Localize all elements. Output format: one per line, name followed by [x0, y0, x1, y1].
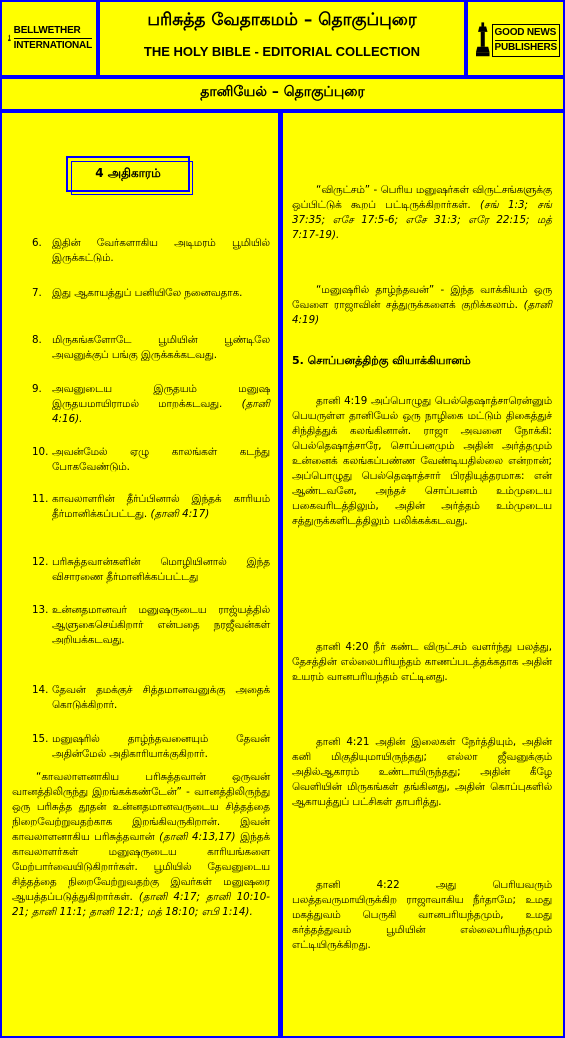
bellwether-logo: BELLWETHER INTERNATIONAL	[8, 10, 92, 66]
verse-item: 11. காவலாளரின் தீர்ப்பினால் இந்தக் காரியம் தீர்மானிக்கப்பட்டது. (தானி 4:17)	[32, 493, 270, 520]
verse-item: 12. பரிசுத்தவான்களின் மொழியினால் இந்த விசாரணை தீர்மானிக்கப்பட்டது	[32, 556, 270, 583]
verse-item: 9. அவனுடைய இருதயம் மனுஷ இருதயமாயிராமல் மாறக்கடவது. (தானி 4:16).	[32, 383, 270, 425]
page-subtitle: தானியேல் – தொகுப்புரை	[200, 84, 365, 100]
scripture-paragraph: தானி 4:22 அது பெரியவரும் பலத்தவருமாயிருக்கிற ராஜாவாகிய நீர்தாமே; உமது மகத்துவம் பெருகி வானபரியந்தமும், உமது கர்த்தத்துவம் பூமியின் எல்லைபரியந்தமும் எட்டியிருக்கிறது.	[292, 879, 552, 951]
scripture-paragraph: தானி 4:21 அதின் இலைகள் நேர்த்தியும், அதின் கனி மிகுதியுமாயிருந்தது; எல்லா ஜீவனுக்கும் அதில்ஆகாரம் உண்டாயிருந்தது; அதின் கீழே வெளியின் மிருகங்கள் தங்கினது, அதின் கொப்புகளில் ஆகாயத்துப் பட்சிகள் தாபரித்து.	[292, 736, 552, 808]
lamp-icon	[8, 11, 11, 65]
chapter-label: 4 அதிகாரம்	[95, 166, 161, 180]
verse-item: 8. மிருகங்களோடே பூமியின் பூண்டிலே அவனுக்குப் பங்கு இருக்கக்கடவது.	[32, 334, 270, 361]
commentary-paragraph: “விருட்சம்” - பெரிய மனுஷர்கள் விருட்சங்களுக்கு ஒப்பிட்டுக் கூறப் பட்டிருக்கிறார்கள். (சங் 1:3; சங் 37:35; எசே 17:5-6; எசே 31:3; எரே 22:15; மத் 7:17-19).	[292, 184, 552, 241]
commentary-paragraph: “காவலாளனாகிய பரிசுத்தவான் ஒருவன் வானத்திலிருந்து இறங்கக்கண்டேன்” - வானத்திலிருந்து ஒரு பரிசுத்த தூதன் உன்னதமானவருடைய சித்தத்தை நிறைவேற்றுவதற்காக இறங்கிவருகிறான். இவன் காவலாளனாகிய பரிசுத்தவான் (தானி 4:13,17) இந்தக் காவலாளர்கள் மனுஷருடைய காரியங்களை மேற்பார்வையிடுகிறார்கள். பூமியில் தேவனுடைய சித்தத்தை நிறைவேற்றுவதற்கு இவர்கள் மனுஷரை ஆயத்தப்படுத்துகிறார்கள். (தானி 4:17; தானி 10:10-21; தானி 11:1; தானி 12:1; மத் 18:10; எபி 1:14).	[12, 771, 271, 918]
header-title-tamil: பரிசுத்த வேதாகமம் – தொகுப்புரை	[147, 10, 417, 30]
good-news-publishers-logo: GOOD NEWS PUBLISHERS	[476, 12, 560, 68]
verse-item: 6. இதின் வேர்களாகிய அடிமரம் பூமியில் இருக்கட்டும்.	[32, 237, 270, 264]
commentary-paragraph: “மனுஷரில் தாழ்ந்தவன்” - இந்த வாக்கியம் ஒரு வேளை ராஜாவின் சத்துருக்களைக் குறிக்கலாம். (தானி 4:19)	[292, 284, 552, 326]
scripture-paragraph: தானி 4:19 அப்பொழுது பெல்தெஷாத்சாரென்னும் பெயருள்ள தானியேல் ஒரு நாழிகை மட்டும் திகைத்துச் சிந்தித்துக் கலங்கினான். ராஜா அவனை நோக்கி: பெல்தெஷாத்சாரே, சொப்பனமும் அதின் அர்த்தமும் உன்னைக் கலங்கப்பண்ண வேண்டியதில்லை என்றான்; அப்பொழுது பெல்தெஷாத்சார் பிரதியுத்தரமாக: என் ஆண்டவனே, அந்தச் சொப்பனம் உம்முடைய பகைவரிடத்திலும், அதின் அர்த்தம் உம்முடைய சத்துருக்களிடத்திலும் பலிக்கக்கடவது.	[292, 395, 552, 527]
column-divider	[278, 111, 280, 1038]
section-heading: 5. சொப்பனத்திற்கு வியாக்கியானம்	[292, 354, 471, 367]
verse-item: 7. இது ஆகாயத்துப் பனியிலே நனைவதாக.	[32, 287, 243, 299]
header-title-english: THE HOLY BIBLE - EDITORIAL COLLECTION	[143, 44, 421, 59]
verse-item: 15. மனுஷரில் தாழ்ந்தவனையும் தேவன் அதின்மேல் அதிகாரியாக்குகிறார்.	[32, 733, 270, 760]
chapter-label-box	[66, 156, 190, 192]
verse-item: 14. தேவன் தமக்குச் சித்தமானவனுக்கு அதைக் கொடுக்கிறார்.	[32, 684, 270, 711]
verse-item: 13. உன்னதமானவர் மனுஷருடைய ராஜ்யத்தில் ஆளுகைசெய்கிறார் என்பதை நரஜீவன்கள் அறியக்கடவது.	[32, 604, 270, 646]
verse-item: 10. அவன்மேல் ஏழு காலங்கள் கடந்து போகவேண்டும்.	[32, 446, 270, 473]
scripture-paragraph: தானி 4:20 நீர் கண்ட விருட்சம் வளர்ந்து பலத்து, தேசத்தின் எல்லைபரியந்தம் காணப்படத்தக்கதாக அதின் உயரம் வானபரியந்தம் எட்டினது.	[292, 641, 552, 683]
lamp-icon	[476, 14, 490, 66]
